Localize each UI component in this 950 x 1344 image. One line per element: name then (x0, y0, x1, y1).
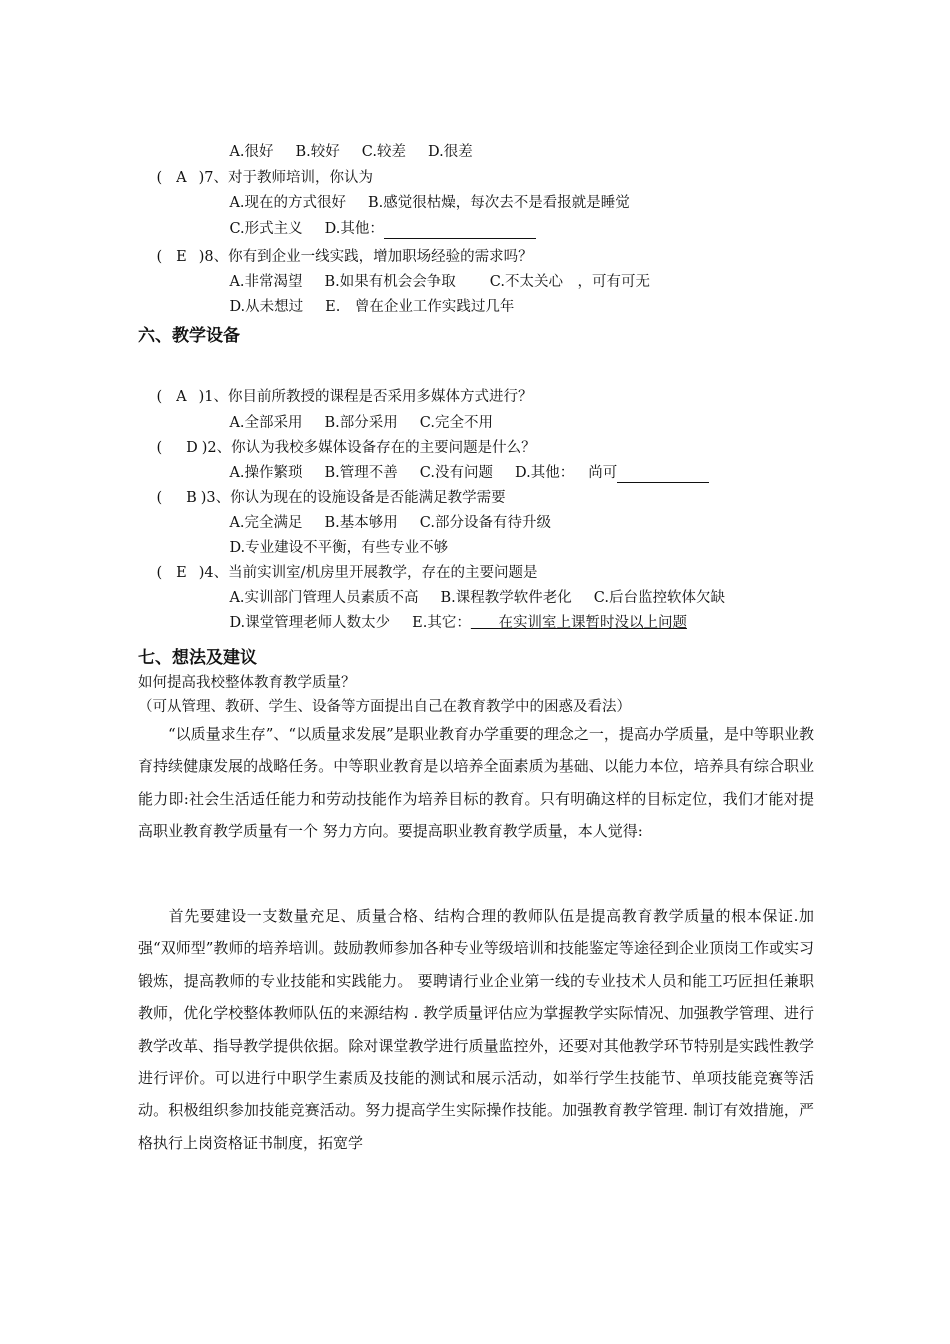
s6-q4-option-d: D.课堂管理老师人数太少 (229, 615, 391, 631)
s6-q2-question: ( D )2、你认为我校多媒体设备存在的主要问题是什么？ (156, 440, 536, 456)
s6-q1-option-b: B.部分采用 (324, 415, 398, 431)
q8-question: ( E )8、你有到企业一线实践，增加职场经验的需求吗？ (156, 249, 533, 265)
s6-q2-option-a: A.操作繁琐 (229, 465, 303, 481)
s6-q4-option-e: E.其它： (412, 615, 471, 631)
s6-q4-option-c: C.后台监控软体欠缺 (593, 590, 725, 606)
s7-paragraph-1-text: “以质量求生存”、“以质量求发展”是职业教育办学重要的理念之一，提高办学质量，是中等职业教育持续健康发展的战略任务。中等职业教育是以培养全面素质为基础、以能力本位，培养具有综合职业能力即:社会生活适任能力和劳动技能作为培养目标的教育。只有明确这样的目标定位，我们才能对提高职业教育教学质量有一个 努力方向。要提高职业教育教学质量，本人觉得: (138, 725, 814, 841)
s6-q4-option-a: A.实训部门管理人员素质不高 (229, 590, 419, 606)
s7-paragraph-2-text: 首先要建设一支数量充足、质量合格、结构合理的教师队伍是提高教育教学质量的根本保证.加强“双师型”教师的培养培训。鼓励教师参加各种专业等级培训和技能鉴定等途径到企业顶岗工作或实习锻炼，提高教师的专业技能和实践能力。 要聘请行业企业第一线的专业技术人员和能工巧匠担任兼职教师，优化学校整体教师队伍的来源结构 . 教学质量评估应为掌握教学实际情况、加强教学管理、进行教学改革、指导教学提供依据。除对课堂教学进行质量监控外，还要对其他教学环节特别是实践性教学进行评价。可以进行中职学生素质及技能的测试和展示活动，如举行学生技能节、单项技能竞赛等活动。积极组织参加技能竞赛活动。努力提高学生实际操作技能。加强教育教学管理. 制订有效措施，严格执行上岗资格证书制度，拓宽学 (138, 907, 814, 1152)
s6-q4-text: )4、当前实训室/机房里开展教学，存在的主要问题是 (198, 565, 538, 581)
s6-q2-option-d-blank (617, 467, 709, 483)
s6-q1-text: )1、你目前所教授的课程是否采用多媒体方式进行？ (198, 389, 533, 405)
q8-option-d: D.从未想过 (229, 299, 304, 315)
s6-q2-option-c: C.没有问题 (419, 465, 493, 481)
q8-text: )8、你有到企业一线实践，增加职场经验的需求吗？ (198, 249, 533, 265)
q7-option-b: B.感觉很枯燥，每次去不是看报就是睡觉 (368, 195, 630, 211)
s7-question: 如何提高我校整体教育教学质量？ (138, 675, 356, 691)
q8-answer: E (176, 249, 187, 265)
s6-q2-option-d: D.其他： (514, 465, 575, 481)
s6-q1-question: ( A )1、你目前所教授的课程是否采用多媒体方式进行？ (156, 389, 533, 405)
q8-option-b: B.如果有机会会争取 (324, 274, 456, 290)
s6-q3-option-b: B.基本够用 (324, 515, 398, 531)
q8-option-a: A.非常渴望 (229, 274, 303, 290)
s6-q2-answer: D (186, 440, 198, 456)
s6-q4-option-e-value: 在实训室上课暂时没以上问题 (498, 615, 688, 631)
s7-hint: （可从管理、教研、学生、设备等方面提出自己在教育教学中的困惑及看法） (138, 699, 631, 715)
s6-q4-question: ( E )4、当前实训室/机房里开展教学，存在的主要问题是 (156, 565, 538, 581)
q7-question: ( A )7、对于教师培训，你认为 (156, 170, 373, 186)
s6-q1-option-a: A.全部采用 (229, 415, 303, 431)
q7-text: )7、对于教师培训，你认为 (198, 170, 373, 186)
s7-paragraph-2 (138, 900, 814, 1159)
q6-option-a: A.很好 (229, 144, 274, 160)
q7-option-c: C.形式主义 (229, 221, 303, 237)
s6-q3-text: )3、你认为现在的设施设备是否能满足教学需要 (200, 490, 506, 506)
s6-q1-answer: A (176, 389, 187, 405)
s6-q3-option-d: D.专业建设不平衡，有些专业不够 (229, 540, 449, 556)
q6-option-b: B.较好 (295, 144, 340, 160)
q8-option-c: C.不太关心 ，可有可无 (489, 274, 650, 290)
s6-q2-option-d-value: 尚可 (588, 465, 618, 481)
s6-q1-option-c: C.完全不用 (419, 415, 493, 431)
s6-q3-option-c: C.部分设备有待升级 (419, 515, 551, 531)
s6-q3-option-a: A.完全满足 (229, 515, 303, 531)
q6-option-c: C.较差 (361, 144, 406, 160)
s6-q4-options-line2 (211, 593, 687, 653)
q7-answer: A (176, 170, 187, 186)
section7-heading: 七、想法及建议 (138, 648, 257, 668)
s6-q2-text: )2、你认为我校多媒体设备存在的主要问题是什么？ (201, 440, 536, 456)
s7-paragraph-1 (138, 718, 814, 848)
s6-q3-answer: B (186, 490, 197, 506)
s6-q3-question: ( B )3、你认为现在的设施设备是否能满足教学需要 (156, 490, 506, 506)
q6-option-d: D.很差 (427, 144, 473, 160)
s6-q4-answer: E (176, 565, 187, 581)
s6-q4-option-b: B.课程教学软件老化 (440, 590, 572, 606)
q7-option-a: A.现在的方式很好 (229, 195, 347, 211)
q8-option-e: E. 曾在企业工作实践过几年 (325, 299, 515, 315)
section6-heading: 六、教学设备 (138, 326, 240, 346)
q8-options-line2 (211, 277, 514, 337)
q7-option-d: D.其他： (324, 221, 384, 237)
s6-q2-option-b: B.管理不善 (324, 465, 398, 481)
